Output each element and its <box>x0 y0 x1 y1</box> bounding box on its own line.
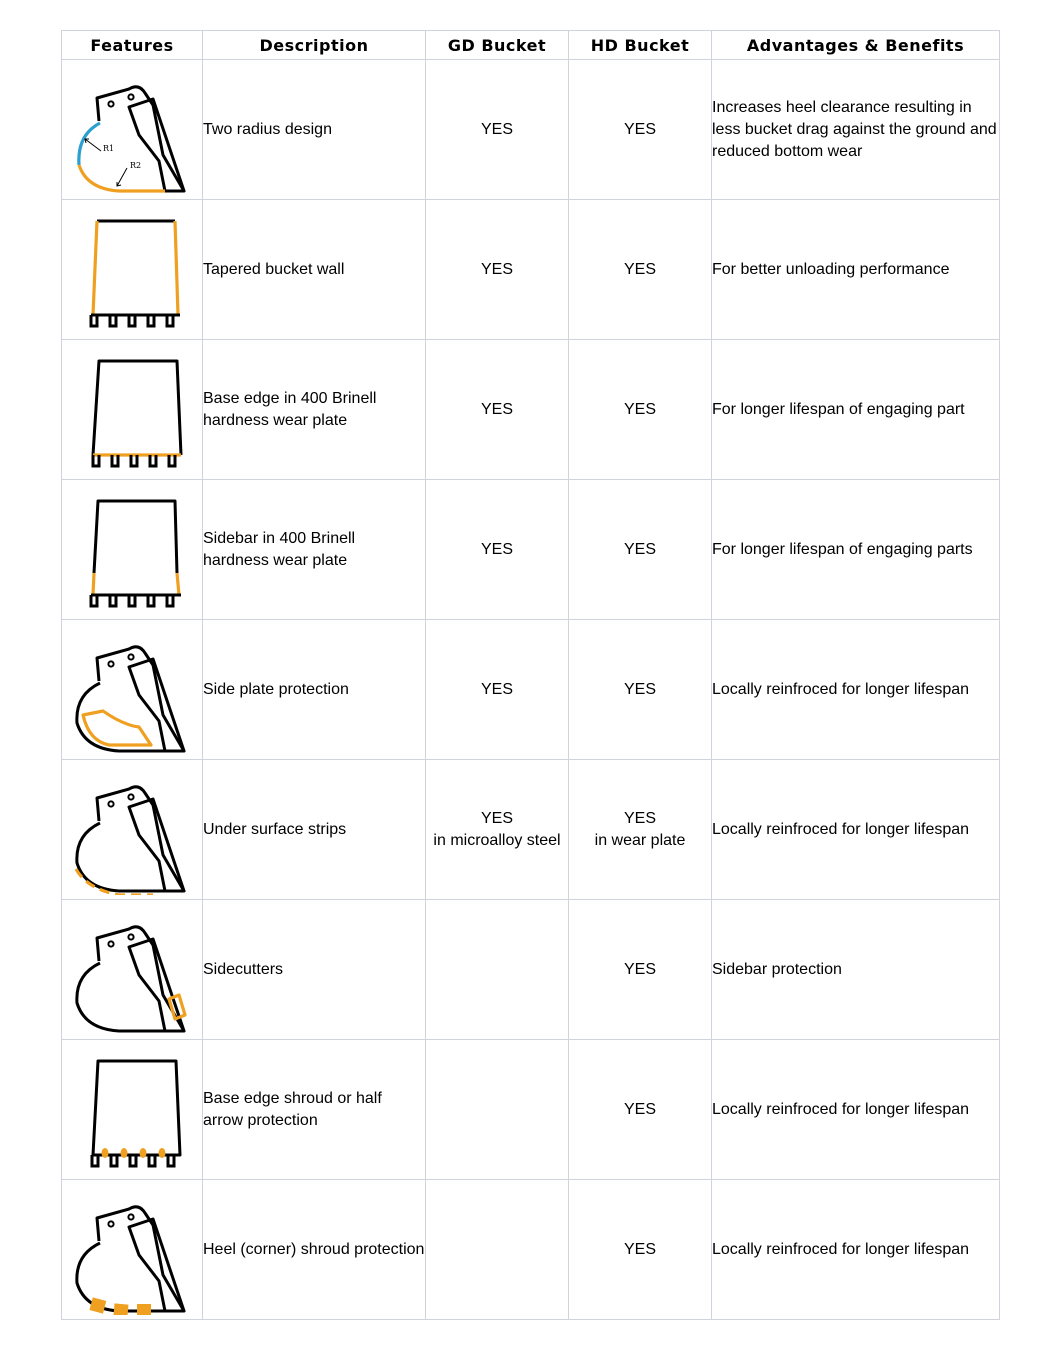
advantages-cell: Sidebar protection <box>712 900 1000 1040</box>
hd-value: YES <box>623 540 656 558</box>
description-cell: Two radius design <box>203 60 426 200</box>
advantages-cell: For longer lifespan of engaging parts <box>712 480 1000 620</box>
hd-cell <box>569 900 712 1040</box>
advantages-cell: Locally reinfroced for longer lifespan <box>712 620 1000 760</box>
feature-image-cell <box>62 480 203 620</box>
table-row <box>62 760 1000 900</box>
gd-note: in microalloy steel <box>433 831 561 849</box>
gd-value: YES <box>480 120 513 138</box>
hd-value: YES <box>623 120 656 138</box>
description-cell: Tapered bucket wall <box>203 200 426 340</box>
table-row <box>62 1040 1000 1180</box>
gd-value: YES <box>480 809 513 827</box>
hd-value: YES <box>623 1100 656 1118</box>
hd-cell <box>569 340 712 480</box>
hd-cell <box>569 1040 712 1180</box>
description-cell: Heel (corner) shroud protection <box>203 1180 426 1320</box>
base-edge-icon <box>67 345 197 475</box>
feature-image-cell <box>62 760 203 900</box>
description-cell: Sidecutters <box>203 900 426 1040</box>
gd-cell <box>426 900 569 1040</box>
feature-image-cell <box>62 620 203 760</box>
advantages-cell: Locally reinfroced for longer lifespan <box>712 760 1000 900</box>
two-radius-bucket-icon <box>67 65 197 195</box>
features-table <box>61 30 1000 1320</box>
table-row <box>62 900 1000 1040</box>
hd-cell <box>569 1180 712 1320</box>
sidebar-icon <box>67 485 197 615</box>
advantages-cell: Locally reinfroced for longer lifespan <box>712 1180 1000 1320</box>
hd-value: YES <box>623 400 656 418</box>
gd-cell <box>426 1180 569 1320</box>
feature-image-cell <box>62 340 203 480</box>
base-edge-shroud-icon <box>67 1045 197 1175</box>
side-plate-protection-icon <box>67 625 197 755</box>
table-row <box>62 480 1000 620</box>
hd-cell <box>569 620 712 760</box>
header-hd-bucket: HD Bucket <box>569 31 712 60</box>
gd-cell <box>426 760 569 900</box>
hd-cell <box>569 480 712 620</box>
table-row <box>62 60 1000 200</box>
hd-value: YES <box>623 960 656 978</box>
gd-value: YES <box>480 400 513 418</box>
table-row <box>62 620 1000 760</box>
heel-shroud-icon <box>67 1185 197 1315</box>
hd-value: YES <box>623 680 656 698</box>
tapered-wall-icon <box>67 205 197 335</box>
hd-note: in wear plate <box>594 831 686 849</box>
description-cell: Base edge shroud or half arrow protection <box>203 1040 426 1180</box>
advantages-cell: For better unloading performance <box>712 200 1000 340</box>
gd-cell <box>426 620 569 760</box>
gd-cell <box>426 480 569 620</box>
header-features: Features <box>62 31 203 60</box>
gd-cell <box>426 60 569 200</box>
advantages-cell: Locally reinfroced for longer lifespan <box>712 1040 1000 1180</box>
header-description: Description <box>203 31 426 60</box>
feature-image-cell <box>62 60 203 200</box>
feature-image-cell <box>62 1180 203 1320</box>
r2-label: R2 <box>130 160 142 170</box>
feature-image-cell <box>62 200 203 340</box>
hd-cell <box>569 60 712 200</box>
feature-image-cell <box>62 1040 203 1180</box>
table-row <box>62 200 1000 340</box>
gd-cell <box>426 340 569 480</box>
description-cell: Under surface strips <box>203 760 426 900</box>
r1-label: R1 <box>103 143 115 153</box>
hd-value: YES <box>623 1240 656 1258</box>
table-row <box>62 340 1000 480</box>
gd-value: YES <box>480 260 513 278</box>
advantages-cell: For longer lifespan of engaging part <box>712 340 1000 480</box>
header-advantages: Advantages & Benefits <box>712 31 1000 60</box>
gd-value: YES <box>480 680 513 698</box>
hd-cell <box>569 760 712 900</box>
hd-value: YES <box>623 260 656 278</box>
description-cell: Sidebar in 400 Brinell hardness wear plate <box>203 480 426 620</box>
feature-image-cell <box>62 900 203 1040</box>
header-gd-bucket: GD Bucket <box>426 31 569 60</box>
under-surface-strips-icon <box>67 765 197 895</box>
hd-value: YES <box>623 809 656 827</box>
description-cell: Base edge in 400 Brinell hardness wear plate <box>203 340 426 480</box>
table-row <box>62 1180 1000 1320</box>
header-row <box>62 31 1000 60</box>
description-cell: Side plate protection <box>203 620 426 760</box>
hd-cell <box>569 200 712 340</box>
gd-value: YES <box>480 540 513 558</box>
gd-cell <box>426 200 569 340</box>
sidecutters-icon <box>67 905 197 1035</box>
advantages-cell: Increases heel clearance resulting in less bucket drag against the ground and reduced bottom wear <box>712 60 1000 200</box>
gd-cell <box>426 1040 569 1180</box>
